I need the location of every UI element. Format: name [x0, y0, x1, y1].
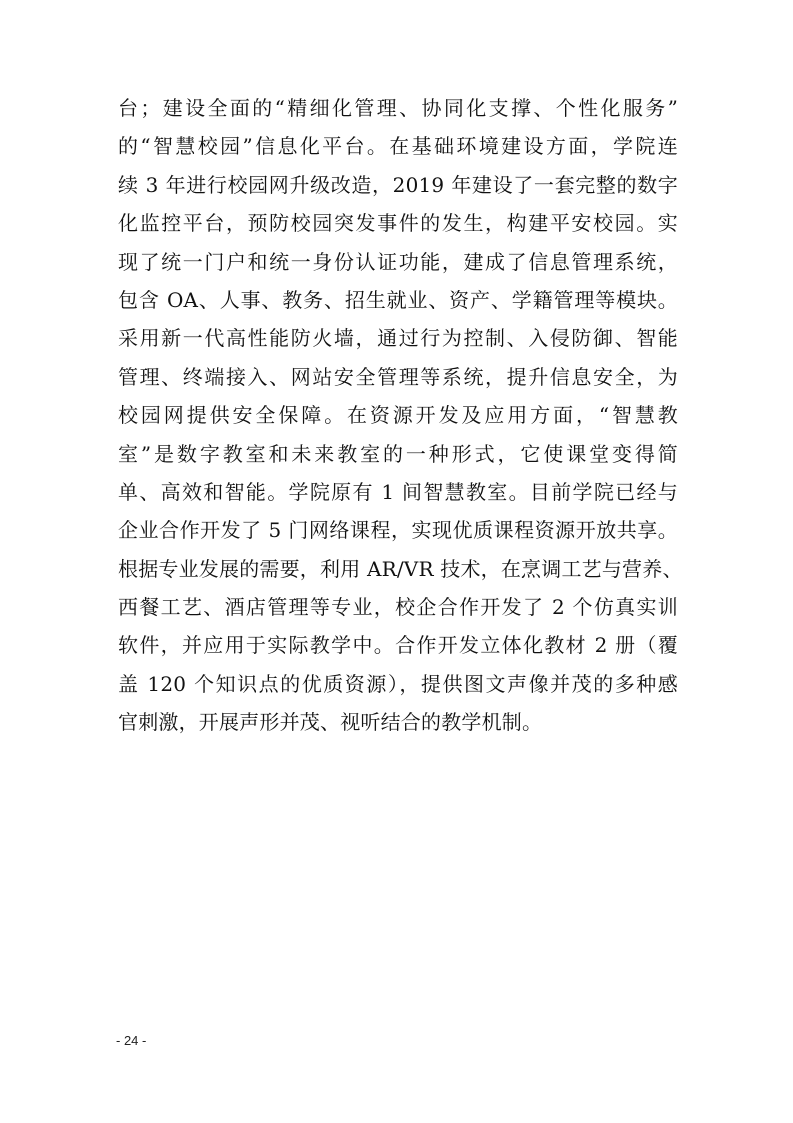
page-number: - 24 - [116, 1033, 147, 1048]
body-paragraph [118, 89, 683, 742]
text-line: 包含 OA、人事、教务、招生就业、资产、学籍管理等模块。 [118, 287, 678, 312]
text-line: 室”是数字教室和未来教室的一种形式，它使课堂变得简 [118, 441, 678, 466]
text-line: 采用新一代高性能防火墙，通过行为控制、入侵防御、智能 [118, 326, 678, 351]
text-line: 校园网提供安全保障。在资源开发及应用方面，“智慧教 [118, 403, 678, 428]
text-line: 软件，并应用于实际教学中。合作开发立体化教材 2 册（覆 [118, 633, 678, 658]
text-line: 的“智慧校园”信息化平台。在基础环境建设方面，学院连 [118, 134, 678, 159]
text-line: 管理、终端接入、网站安全管理等系统，提升信息安全，为 [118, 364, 678, 389]
text-line: 企业合作开发了 5 门网络课程，实现优质课程资源开放共享。 [118, 518, 678, 543]
text-line: 根据专业发展的需要，利用 AR/VR 技术，在烹调工艺与营养、 [118, 556, 683, 581]
text-line: 续 3 年进行校园网升级改造，2019 年建设了一套完整的数字 [118, 172, 678, 197]
text-line: 现了统一门户和统一身份认证功能，建成了信息管理系统， [118, 249, 678, 274]
text-line: 台；建设全面的“精细化管理、协同化支撑、个性化服务” [118, 96, 678, 120]
text-line: 盖 120 个知识点的优质资源），提供图文声像并茂的多种感 [118, 671, 678, 696]
text-line: 西餐工艺、酒店管理等专业，校企合作开发了 2 个仿真实训 [118, 595, 678, 620]
text-line: 单、高效和智能。学院原有 1 间智慧教室。目前学院已经与 [118, 479, 678, 504]
text-line-last: 官刺激，开展声形并茂、视听结合的教学机制。 [118, 710, 543, 735]
text-line: 化监控平台，预防校园突发事件的发生，构建平安校园。实 [118, 211, 678, 236]
